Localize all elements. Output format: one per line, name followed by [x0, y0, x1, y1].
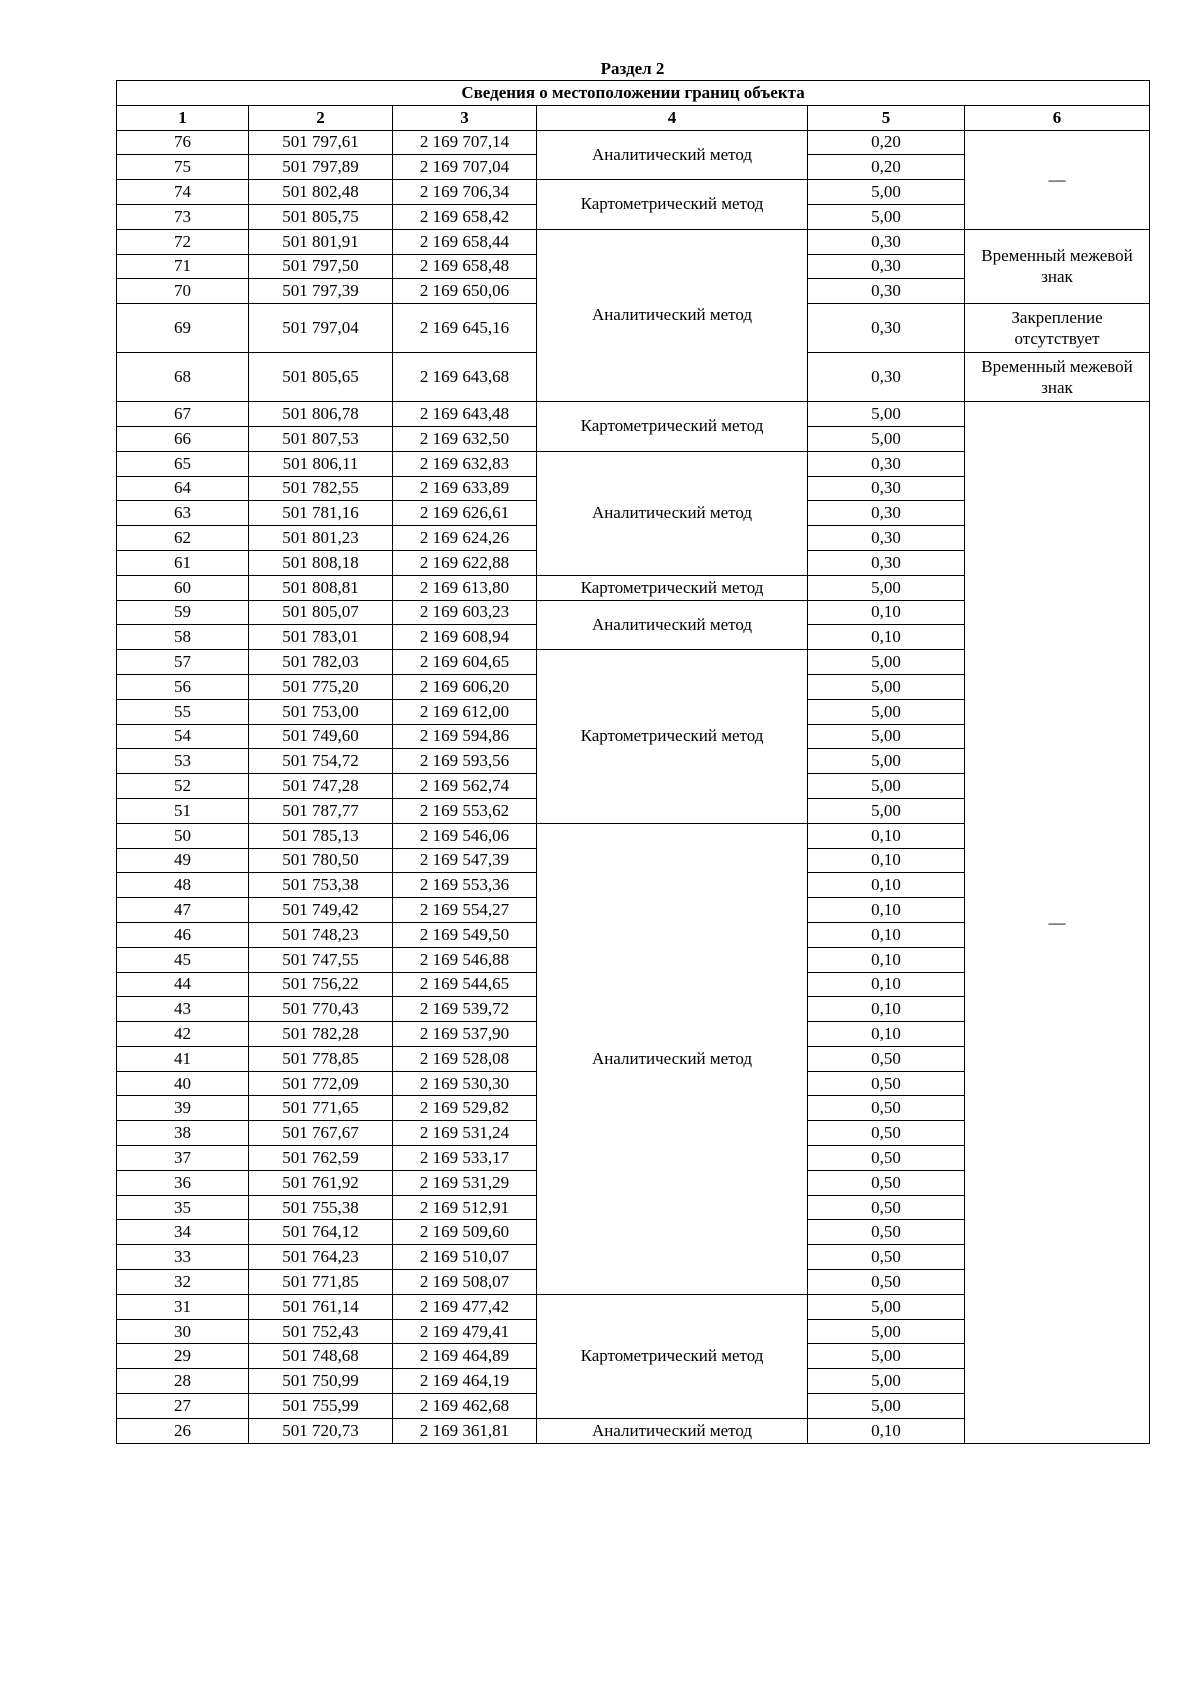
point-number-cell: 63: [117, 501, 249, 526]
y-coordinate-cell: 2 169 706,34: [393, 180, 537, 205]
x-coordinate-cell: 501 787,77: [249, 798, 393, 823]
y-coordinate-cell: 2 169 593,56: [393, 749, 537, 774]
y-coordinate-cell: 2 169 553,62: [393, 798, 537, 823]
x-coordinate-cell: 501 770,43: [249, 997, 393, 1022]
point-number-cell: 49: [117, 848, 249, 873]
y-coordinate-cell: 2 169 533,17: [393, 1146, 537, 1171]
point-number-cell: 32: [117, 1270, 249, 1295]
point-number-cell: 29: [117, 1344, 249, 1369]
accuracy-cell: 0,30: [808, 229, 965, 254]
accuracy-cell: 0,50: [808, 1096, 965, 1121]
x-coordinate-cell: 501 780,50: [249, 848, 393, 873]
x-coordinate-cell: 501 783,01: [249, 625, 393, 650]
accuracy-cell: 5,00: [808, 724, 965, 749]
y-coordinate-cell: 2 169 650,06: [393, 279, 537, 304]
accuracy-cell: 0,10: [808, 625, 965, 650]
point-number-cell: 57: [117, 650, 249, 675]
x-coordinate-cell: 501 782,28: [249, 1022, 393, 1047]
y-coordinate-cell: 2 169 477,42: [393, 1294, 537, 1319]
y-coordinate-cell: 2 169 509,60: [393, 1220, 537, 1245]
accuracy-cell: 0,50: [808, 1220, 965, 1245]
y-coordinate-cell: 2 169 549,50: [393, 922, 537, 947]
point-number-cell: 50: [117, 823, 249, 848]
accuracy-cell: 0,10: [808, 972, 965, 997]
y-coordinate-cell: 2 169 530,30: [393, 1071, 537, 1096]
y-coordinate-cell: 2 169 531,29: [393, 1170, 537, 1195]
accuracy-cell: 5,00: [808, 774, 965, 799]
point-number-cell: 54: [117, 724, 249, 749]
accuracy-cell: 0,10: [808, 922, 965, 947]
mark-cell: Временный межевой знак: [965, 229, 1150, 303]
point-number-cell: 75: [117, 155, 249, 180]
y-coordinate-cell: 2 169 612,00: [393, 699, 537, 724]
accuracy-cell: 5,00: [808, 699, 965, 724]
y-coordinate-cell: 2 169 508,07: [393, 1270, 537, 1295]
y-coordinate-cell: 2 169 658,44: [393, 229, 537, 254]
point-number-cell: 51: [117, 798, 249, 823]
accuracy-cell: 5,00: [808, 180, 965, 205]
accuracy-cell: 0,50: [808, 1046, 965, 1071]
boundary-table: [116, 80, 1150, 1444]
y-coordinate-cell: 2 169 626,61: [393, 501, 537, 526]
y-coordinate-cell: 2 169 643,68: [393, 353, 537, 402]
point-number-cell: 68: [117, 353, 249, 402]
table-title-row: [117, 81, 1150, 106]
x-coordinate-cell: 501 805,65: [249, 353, 393, 402]
accuracy-cell: 5,00: [808, 1344, 965, 1369]
accuracy-cell: 0,10: [808, 848, 965, 873]
accuracy-cell: 0,30: [808, 279, 965, 304]
accuracy-cell: 0,10: [808, 600, 965, 625]
y-coordinate-cell: 2 169 658,42: [393, 204, 537, 229]
accuracy-cell: 0,30: [808, 501, 965, 526]
x-coordinate-cell: 501 805,75: [249, 204, 393, 229]
x-coordinate-cell: 501 720,73: [249, 1418, 393, 1443]
point-number-cell: 53: [117, 749, 249, 774]
point-number-cell: 74: [117, 180, 249, 205]
point-number-cell: 73: [117, 204, 249, 229]
point-number-cell: 67: [117, 402, 249, 427]
y-coordinate-cell: 2 169 462,68: [393, 1394, 537, 1419]
column-header: 4: [537, 105, 808, 130]
point-number-cell: 38: [117, 1121, 249, 1146]
point-number-cell: 61: [117, 550, 249, 575]
x-coordinate-cell: 501 753,38: [249, 873, 393, 898]
x-coordinate-cell: 501 808,18: [249, 550, 393, 575]
x-coordinate-cell: 501 748,23: [249, 922, 393, 947]
accuracy-cell: 5,00: [808, 204, 965, 229]
point-number-cell: 64: [117, 476, 249, 501]
point-number-cell: 58: [117, 625, 249, 650]
accuracy-cell: 0,30: [808, 476, 965, 501]
x-coordinate-cell: 501 772,09: [249, 1071, 393, 1096]
y-coordinate-cell: 2 169 604,65: [393, 650, 537, 675]
x-coordinate-cell: 501 802,48: [249, 180, 393, 205]
mark-cell: —: [965, 402, 1150, 1443]
accuracy-cell: 0,10: [808, 873, 965, 898]
method-cell: Аналитический метод: [537, 130, 808, 180]
point-number-cell: 48: [117, 873, 249, 898]
y-coordinate-cell: 2 169 546,88: [393, 947, 537, 972]
x-coordinate-cell: 501 775,20: [249, 674, 393, 699]
accuracy-cell: 0,30: [808, 353, 965, 402]
point-number-cell: 56: [117, 674, 249, 699]
method-cell: Картометрический метод: [537, 402, 808, 452]
point-number-cell: 42: [117, 1022, 249, 1047]
accuracy-cell: 0,10: [808, 823, 965, 848]
y-coordinate-cell: 2 169 562,74: [393, 774, 537, 799]
point-number-cell: 28: [117, 1369, 249, 1394]
point-number-cell: 60: [117, 575, 249, 600]
method-cell: Аналитический метод: [537, 600, 808, 650]
point-number-cell: 52: [117, 774, 249, 799]
accuracy-cell: 0,50: [808, 1195, 965, 1220]
x-coordinate-cell: 501 762,59: [249, 1146, 393, 1171]
x-coordinate-cell: 501 785,13: [249, 823, 393, 848]
method-cell: Картометрический метод: [537, 1294, 808, 1418]
y-coordinate-cell: 2 169 554,27: [393, 898, 537, 923]
accuracy-cell: 0,50: [808, 1121, 965, 1146]
x-coordinate-cell: 501 797,50: [249, 254, 393, 279]
accuracy-cell: 5,00: [808, 402, 965, 427]
section-title: Раздел 2: [600, 59, 665, 78]
point-number-cell: 71: [117, 254, 249, 279]
point-number-cell: 76: [117, 130, 249, 155]
accuracy-cell: 5,00: [808, 1369, 965, 1394]
point-number-cell: 55: [117, 699, 249, 724]
method-cell: Картометрический метод: [537, 575, 808, 600]
table-row: [117, 229, 1150, 254]
x-coordinate-cell: 501 752,43: [249, 1319, 393, 1344]
accuracy-cell: 0,50: [808, 1071, 965, 1096]
column-header: 3: [393, 105, 537, 130]
y-coordinate-cell: 2 169 624,26: [393, 526, 537, 551]
method-cell: Аналитический метод: [537, 823, 808, 1294]
x-coordinate-cell: 501 761,14: [249, 1294, 393, 1319]
accuracy-cell: 5,00: [808, 798, 965, 823]
y-coordinate-cell: 2 169 544,65: [393, 972, 537, 997]
accuracy-cell: 0,10: [808, 947, 965, 972]
y-coordinate-cell: 2 169 531,24: [393, 1121, 537, 1146]
accuracy-cell: 5,00: [808, 426, 965, 451]
x-coordinate-cell: 501 801,91: [249, 229, 393, 254]
y-coordinate-cell: 2 169 707,04: [393, 155, 537, 180]
x-coordinate-cell: 501 771,85: [249, 1270, 393, 1295]
mark-cell: Временный межевой знак: [965, 353, 1150, 402]
y-coordinate-cell: 2 169 608,94: [393, 625, 537, 650]
x-coordinate-cell: 501 764,12: [249, 1220, 393, 1245]
x-coordinate-cell: 501 771,65: [249, 1096, 393, 1121]
x-coordinate-cell: 501 778,85: [249, 1046, 393, 1071]
x-coordinate-cell: 501 797,04: [249, 304, 393, 353]
method-cell: Картометрический метод: [537, 180, 808, 230]
y-coordinate-cell: 2 169 603,23: [393, 600, 537, 625]
table-header: [117, 81, 1150, 131]
column-number-row: [117, 105, 1150, 130]
point-number-cell: 69: [117, 304, 249, 353]
point-number-cell: 35: [117, 1195, 249, 1220]
accuracy-cell: 5,00: [808, 1394, 965, 1419]
mark-cell: —: [965, 130, 1150, 229]
accuracy-cell: 0,20: [808, 155, 965, 180]
y-coordinate-cell: 2 169 512,91: [393, 1195, 537, 1220]
x-coordinate-cell: 501 749,42: [249, 898, 393, 923]
accuracy-cell: 0,20: [808, 130, 965, 155]
accuracy-cell: 0,10: [808, 1418, 965, 1443]
y-coordinate-cell: 2 169 707,14: [393, 130, 537, 155]
point-number-cell: 31: [117, 1294, 249, 1319]
point-number-cell: 27: [117, 1394, 249, 1419]
y-coordinate-cell: 2 169 464,19: [393, 1369, 537, 1394]
y-coordinate-cell: 2 169 529,82: [393, 1096, 537, 1121]
point-number-cell: 41: [117, 1046, 249, 1071]
x-coordinate-cell: 501 747,55: [249, 947, 393, 972]
y-coordinate-cell: 2 169 632,50: [393, 426, 537, 451]
y-coordinate-cell: 2 169 528,08: [393, 1046, 537, 1071]
point-number-cell: 30: [117, 1319, 249, 1344]
table-row: [117, 402, 1150, 427]
x-coordinate-cell: 501 754,72: [249, 749, 393, 774]
column-header: 2: [249, 105, 393, 130]
x-coordinate-cell: 501 749,60: [249, 724, 393, 749]
accuracy-cell: 0,30: [808, 254, 965, 279]
y-coordinate-cell: 2 169 479,41: [393, 1319, 537, 1344]
method-cell: Аналитический метод: [537, 1418, 808, 1443]
accuracy-cell: 0,10: [808, 1022, 965, 1047]
point-number-cell: 40: [117, 1071, 249, 1096]
point-number-cell: 59: [117, 600, 249, 625]
y-coordinate-cell: 2 169 464,89: [393, 1344, 537, 1369]
accuracy-cell: 0,30: [808, 550, 965, 575]
table-title: Сведения о местоположении границ объекта: [117, 81, 1150, 106]
x-coordinate-cell: 501 801,23: [249, 526, 393, 551]
column-header: 6: [965, 105, 1150, 130]
x-coordinate-cell: 501 748,68: [249, 1344, 393, 1369]
point-number-cell: 34: [117, 1220, 249, 1245]
y-coordinate-cell: 2 169 547,39: [393, 848, 537, 873]
y-coordinate-cell: 2 169 539,72: [393, 997, 537, 1022]
point-number-cell: 43: [117, 997, 249, 1022]
y-coordinate-cell: 2 169 658,48: [393, 254, 537, 279]
accuracy-cell: 5,00: [808, 1294, 965, 1319]
x-coordinate-cell: 501 755,38: [249, 1195, 393, 1220]
point-number-cell: 44: [117, 972, 249, 997]
point-number-cell: 39: [117, 1096, 249, 1121]
point-number-cell: 46: [117, 922, 249, 947]
accuracy-cell: 0,30: [808, 304, 965, 353]
point-number-cell: 66: [117, 426, 249, 451]
accuracy-cell: 0,10: [808, 997, 965, 1022]
x-coordinate-cell: 501 807,53: [249, 426, 393, 451]
x-coordinate-cell: 501 755,99: [249, 1394, 393, 1419]
accuracy-cell: 5,00: [808, 749, 965, 774]
point-number-cell: 37: [117, 1146, 249, 1171]
accuracy-cell: 5,00: [808, 1319, 965, 1344]
point-number-cell: 33: [117, 1245, 249, 1270]
table-row: [117, 130, 1150, 155]
x-coordinate-cell: 501 781,16: [249, 501, 393, 526]
y-coordinate-cell: 2 169 606,20: [393, 674, 537, 699]
x-coordinate-cell: 501 761,92: [249, 1170, 393, 1195]
method-cell: Аналитический метод: [537, 229, 808, 401]
x-coordinate-cell: 501 797,39: [249, 279, 393, 304]
y-coordinate-cell: 2 169 546,06: [393, 823, 537, 848]
column-header: 5: [808, 105, 965, 130]
y-coordinate-cell: 2 169 510,07: [393, 1245, 537, 1270]
point-number-cell: 62: [117, 526, 249, 551]
method-cell: Картометрический метод: [537, 650, 808, 824]
point-number-cell: 72: [117, 229, 249, 254]
accuracy-cell: 0,50: [808, 1170, 965, 1195]
accuracy-cell: 0,30: [808, 526, 965, 551]
y-coordinate-cell: 2 169 594,86: [393, 724, 537, 749]
accuracy-cell: 0,50: [808, 1270, 965, 1295]
table-body: [117, 130, 1150, 1443]
column-header: 1: [117, 105, 249, 130]
method-cell: Аналитический метод: [537, 451, 808, 575]
y-coordinate-cell: 2 169 643,48: [393, 402, 537, 427]
y-coordinate-cell: 2 169 632,83: [393, 451, 537, 476]
y-coordinate-cell: 2 169 622,88: [393, 550, 537, 575]
accuracy-cell: 5,00: [808, 575, 965, 600]
point-number-cell: 36: [117, 1170, 249, 1195]
accuracy-cell: 0,10: [808, 898, 965, 923]
x-coordinate-cell: 501 753,00: [249, 699, 393, 724]
x-coordinate-cell: 501 806,78: [249, 402, 393, 427]
x-coordinate-cell: 501 782,55: [249, 476, 393, 501]
accuracy-cell: 0,30: [808, 451, 965, 476]
point-number-cell: 45: [117, 947, 249, 972]
y-coordinate-cell: 2 169 633,89: [393, 476, 537, 501]
y-coordinate-cell: 2 169 537,90: [393, 1022, 537, 1047]
x-coordinate-cell: 501 806,11: [249, 451, 393, 476]
point-number-cell: 47: [117, 898, 249, 923]
mark-cell: Закрепление отсутствует: [965, 304, 1150, 353]
accuracy-cell: 0,50: [808, 1245, 965, 1270]
accuracy-cell: 5,00: [808, 650, 965, 675]
x-coordinate-cell: 501 750,99: [249, 1369, 393, 1394]
x-coordinate-cell: 501 797,89: [249, 155, 393, 180]
x-coordinate-cell: 501 756,22: [249, 972, 393, 997]
point-number-cell: 65: [117, 451, 249, 476]
accuracy-cell: 0,50: [808, 1146, 965, 1171]
x-coordinate-cell: 501 808,81: [249, 575, 393, 600]
x-coordinate-cell: 501 782,03: [249, 650, 393, 675]
y-coordinate-cell: 2 169 553,36: [393, 873, 537, 898]
x-coordinate-cell: 501 805,07: [249, 600, 393, 625]
x-coordinate-cell: 501 764,23: [249, 1245, 393, 1270]
x-coordinate-cell: 501 797,61: [249, 130, 393, 155]
y-coordinate-cell: 2 169 645,16: [393, 304, 537, 353]
y-coordinate-cell: 2 169 613,80: [393, 575, 537, 600]
point-number-cell: 26: [117, 1418, 249, 1443]
y-coordinate-cell: 2 169 361,81: [393, 1418, 537, 1443]
accuracy-cell: 5,00: [808, 674, 965, 699]
point-number-cell: 70: [117, 279, 249, 304]
x-coordinate-cell: 501 747,28: [249, 774, 393, 799]
x-coordinate-cell: 501 767,67: [249, 1121, 393, 1146]
